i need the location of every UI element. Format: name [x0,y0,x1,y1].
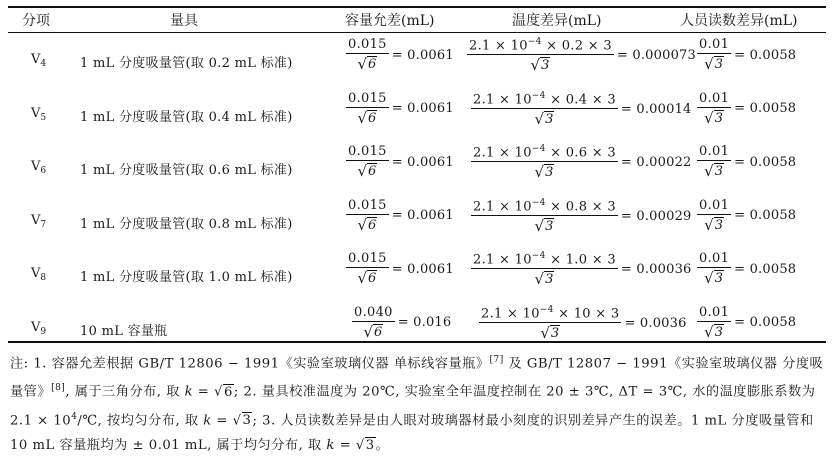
note-text-5: ; 2. 量具校准温度为 20℃, 实验室全年温度控制在 20 ± 3℃, ΔT = 3℃, 水的温度膨胀系数为 2.1 × 10 [10,384,816,429]
reading-difference-formula: 0.01 √ 3 = 0.0058 [699,304,797,341]
table-row [0,302,834,352]
formula-radicand: 3 [714,57,723,72]
formula-radicand: 6 [368,110,377,126]
formula-radicand: 6 [368,217,377,233]
formula-radicand: 3 [714,110,723,126]
row-id-subscript: 4 [40,59,47,69]
formula-result: = 0.0058 [734,315,797,330]
capacity-tolerance-formula: 0.015 √ 6 = 0.0061 [348,37,454,73]
note-text-1: 注: 1. 容器允差根据 GB/T 12806 − 1991《实验室玻璃仪器 单标线容量瓶》 [10,356,490,372]
formula-result: = 0.0061 [391,261,454,277]
header-temperature-difference: 温度差异(mL) [512,13,602,29]
row-gauge: 1 mL 分度吸量管(取 0.8 mL 标准) [80,216,293,232]
formula-result: = 0.0058 [734,154,797,170]
note-text-2: 及 GB/T 12807 − 1991《实验室玻璃仪器 分度吸量管》 [10,356,824,400]
formula-radicand: 3 [714,324,723,340]
capacity-tolerance-formula: 0.015 √ 6 = 0.0061 [348,144,454,180]
formula-numerator: 0.015 [348,90,387,106]
formula-radicand: 3 [545,218,554,234]
table-row [0,34,834,84]
note-eq-2: = [211,413,233,429]
formula-radicand: 6 [368,57,377,72]
row-id [31,52,46,69]
formula-result: = 0.016 [397,315,452,330]
reading-difference-formula: 0.01 √ 3 = 0.0058 [699,37,797,73]
formula-radicand: 3 [545,272,554,288]
reading-difference-formula: 0.01 √ 3 = 0.0058 [699,144,797,180]
formula-numerator: 0.015 [348,197,387,213]
formula-numerator: 0.01 [699,304,730,320]
capacity-tolerance-formula: 0.040 √ 6 = 0.016 [354,304,452,341]
row-id [31,159,46,176]
formula-exponent: −4 [531,197,546,208]
formula-numerator: 2.1 × 10 [473,91,532,107]
header-reading-difference: 人员读数差异(mL) [680,13,798,29]
note-text-6: /℃, 按均匀分布, 取 [77,413,204,429]
note-ref-8: [8] [51,383,66,394]
row-id-subscript: 6 [40,166,47,176]
formula-numerator: 0.01 [699,90,730,106]
table-footnote: 注: 1. 容器允差根据 GB/T 12806 − 1991《实验室玻璃仪器 单标线容量瓶》[7] 及 GB/T 12807 − 1991《实验室玻璃仪器 分度吸量管》[8], 属于三角分布, 取 k = √6; 2. 量具校准温度为 20℃, 实验室全年温度控制在 20 ± 3℃, ΔT = 3℃, 水的温度膨胀系数为 $2.1 \times 10^4/℃$, 按均匀分布, 取 k = √3; 3. 人员读数差异是由人眼对玻璃器材最小刻度的识别差异产生的误差。1 mL 分度吸量管和 10 mL 容量瓶均为 ± 0.01 mL, 属于均匀分布, 取 k = √3。 [10,355,824,454]
header-capacity-tolerance: 容量允差(mL) [345,13,435,29]
formula-result: = 0.0061 [391,154,454,170]
reading-difference-formula: 0.01 √ 3 = 0.0058 [699,197,797,234]
formula-numerator: 0.015 [348,144,387,159]
note-eq-3: = [334,438,356,454]
table-row [0,195,834,245]
formula-radicand: 6 [374,324,383,340]
formula-numerator-tail: × 1.0 × 3 [545,252,616,268]
temperature-difference-formula: $2.1 \times 10^{-4} \times 0.4 \times 3$ √ 3 = 0.00014 [473,90,692,128]
formula-exponent: −4 [539,304,554,315]
note-sqrt-3a: 3 [242,413,252,429]
table-row [0,141,834,191]
formula-radicand: 3 [714,271,723,286]
formula-radicand: 6 [368,164,377,179]
formula-result: = 0.00036 [620,262,692,278]
row-gauge: 10 mL 容量瓶 [80,323,168,339]
formula-result: = 0.0058 [734,261,797,277]
temperature-difference-formula: $2.1 \times 10^{-4} \times 0.2 \times 3$ √ 3 = 0.000073 [469,37,696,75]
formula-numerator: 2.1 × 10 [473,198,532,214]
note-k-1: k [184,384,194,400]
temperature-difference-formula: $2.1 \times 10^{-4} \times 0.6 \times 3$ √ 3 = 0.00022 [473,144,692,182]
formula-result: = 0.0061 [391,101,454,116]
table-top-rule [8,6,826,8]
row-id-letter: V [31,212,41,228]
note-k-2: k [203,413,212,429]
row-id-subscript: 5 [40,112,47,123]
note-k-3: k [326,438,335,454]
formula-numerator-tail: × 0.4 × 3 [545,91,616,107]
row-id-letter: V [31,319,41,335]
note-text-10: 。 [375,438,390,454]
note-text-8: ; 3. 人员读数差异是由人眼对玻璃器材最小刻度的识别差异产生的误差。1 mL 分度吸量管和 10 mL 容量瓶均为 ± 0.01 mL, 属于均匀分布, 取 [10,413,814,454]
formula-radicand: 3 [714,164,723,179]
capacity-tolerance-formula: 0.015 √ 6 = 0.0061 [348,90,454,127]
note-eq-1: = [193,384,215,400]
formula-numerator: 2.1 × 10 [481,305,540,321]
formula-numerator: 2.1 × 10 [473,252,532,268]
formula-result: = 0.0061 [391,47,454,63]
formula-numerator-tail: × 10 × 3 [553,305,620,321]
formula-result: = 0.00029 [620,208,692,224]
formula-numerator: 0.015 [348,37,387,52]
formula-numerator-tail: × 0.8 × 3 [545,198,616,214]
row-id [31,213,46,230]
formula-result: = 0.00014 [620,101,692,117]
temperature-difference-formula: $2.1 \times 10^{-4} \times 0.8 \times 3$ √ 3 = 0.00029 [473,197,692,235]
reading-difference-formula: 0.01 √ 3 = 0.0058 [699,251,797,287]
capacity-tolerance-formula: 0.015 √ 6 = 0.0061 [348,251,454,287]
formula-radicand: 3 [545,111,554,127]
formula-numerator-tail: × 0.6 × 3 [545,145,616,161]
row-id-subscript: 8 [40,273,47,283]
formula-numerator: 0.01 [699,144,730,159]
formula-result: = 0.0058 [734,47,797,63]
note-sqrt-6: 6 [223,384,233,400]
temperature-difference-formula: $2.1 \times 10^{-4} \times 10 \times 3$ √ 3 = 0.0036 [481,304,687,342]
row-id-subscript: 9 [40,326,47,337]
row-gauge: 1 mL 分度吸量管(取 0.6 mL 标准) [80,163,293,178]
header-gauge: 量具 [170,13,198,29]
row-gauge: 1 mL 分度吸量管(取 1.0 mL 标准) [80,270,293,285]
row-id [31,320,46,337]
row-id-letter: V [31,266,41,281]
formula-radicand: 3 [541,58,550,74]
table-row [0,248,834,298]
formula-radicand: 6 [368,271,377,286]
formula-numerator: 2.1 × 10 [469,38,528,54]
formula-numerator: 0.01 [699,251,730,266]
formula-exponent: −4 [527,37,542,47]
formula-result: = 0.00022 [620,155,692,171]
row-id-letter: V [31,105,41,121]
table-header-rule [8,32,826,33]
formula-result: = 0.0058 [734,101,797,116]
table-row [0,88,834,138]
row-id [31,266,46,283]
header-subitem: 分项 [22,13,50,29]
row-id [31,106,46,123]
formula-radicand: 3 [545,165,554,181]
note-sqrt-3b: 3 [365,438,375,454]
note-text-3: , 属于三角分布, 取 [65,384,185,400]
formula-exponent: −4 [531,251,546,261]
formula-numerator: 0.040 [354,304,393,320]
row-id-letter: V [31,52,41,67]
temperature-difference-formula: $2.1 \times 10^{-4} \times 1.0 \times 3$ √ 3 = 0.00036 [473,251,692,289]
row-id-letter: V [31,159,41,174]
formula-result: = 0.0058 [734,208,797,223]
formula-result: = 0.0061 [391,208,454,223]
formula-numerator: 0.01 [699,37,730,52]
formula-exponent: −4 [531,90,546,101]
formula-result: = 0.0036 [624,315,687,331]
reading-difference-formula: 0.01 √ 3 = 0.0058 [699,90,797,127]
row-id-subscript: 7 [40,219,47,230]
formula-numerator: 0.015 [348,251,387,266]
formula-numerator: 0.01 [699,197,730,213]
note-exponent: 4 [71,411,78,422]
row-gauge: 1 mL 分度吸量管(取 0.4 mL 标准) [80,109,293,125]
formula-exponent: −4 [531,144,546,154]
capacity-tolerance-formula: 0.015 √ 6 = 0.0061 [348,197,454,234]
formula-numerator: 2.1 × 10 [473,145,532,161]
formula-radicand: 3 [550,325,560,341]
formula-result: = 0.000073 [616,48,696,64]
formula-numerator-tail: × 0.2 × 3 [541,38,612,54]
note-ref-7: [7] [489,355,504,365]
formula-radicand: 3 [714,217,723,233]
row-gauge: 1 mL 分度吸量管(取 0.2 mL 标准) [80,56,293,71]
